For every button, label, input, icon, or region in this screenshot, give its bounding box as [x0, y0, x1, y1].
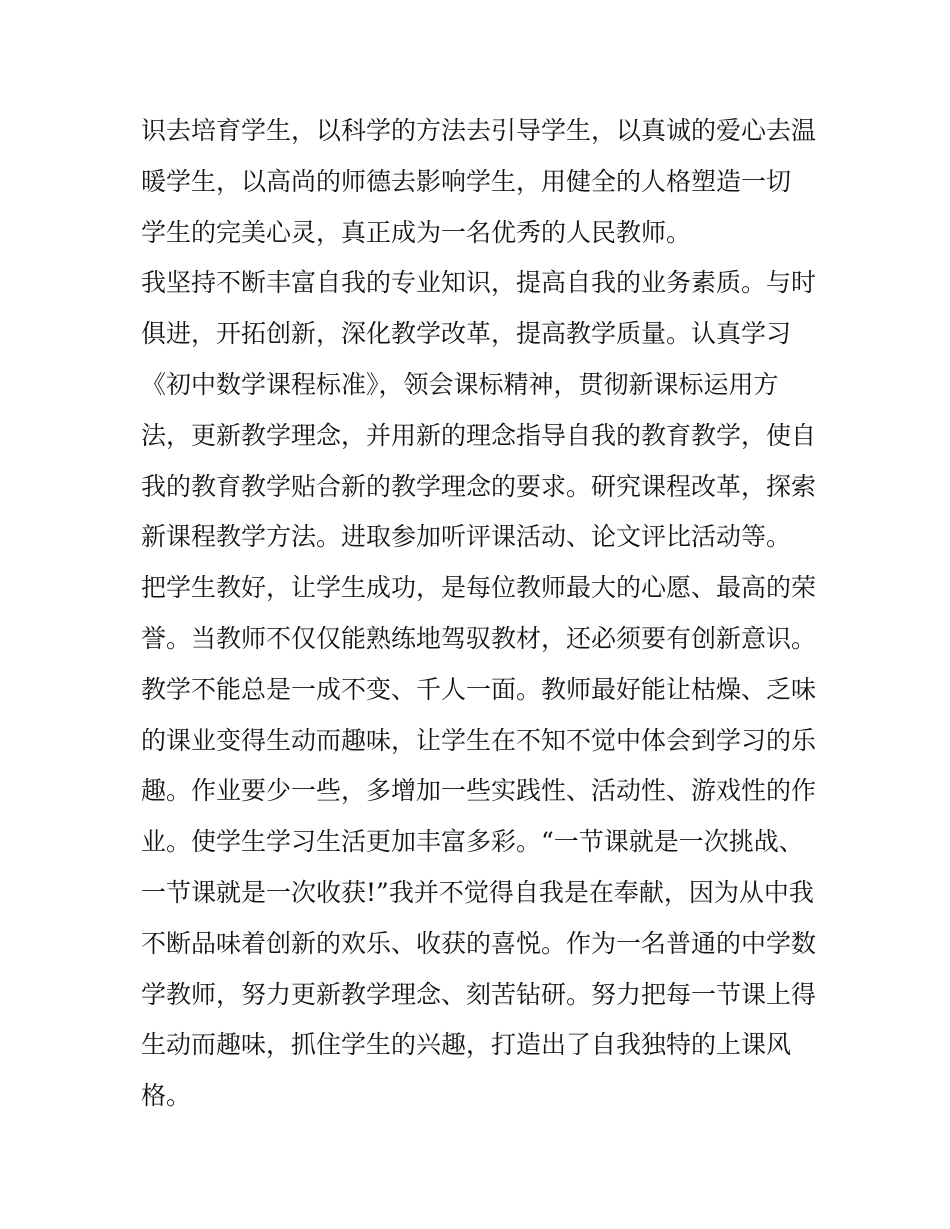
text-line: 俱进，开拓创新，深化教学改革，提高教学质量。认真学习	[141, 319, 792, 349]
text-line: 的课业变得生动而趣味，让学生在不知不觉中体会到学习的乐	[141, 725, 817, 755]
text-line: 业。使学生学习生活更加丰富多彩。“一节课就是一次挑战、	[141, 827, 804, 857]
text-line: 学生的完美心灵，真正成为一名优秀的人民教师。	[141, 217, 692, 247]
body-text	[141, 106, 816, 1122]
text-line: 生动而趣味，抓住学生的兴趣，打造出了自我独特的上课风	[141, 1030, 792, 1060]
text-line: 格。	[141, 1081, 192, 1111]
text-line: 誉。当教师不仅仅能熟练地驾驭教材，还必须要有创新意识。	[141, 623, 817, 653]
text-line: 暖学生，以高尚的师德去影响学生，用健全的人格塑造一切	[141, 166, 792, 196]
text-line: 一节课就是一次收获!”我并不觉得自我是在奉献，因为从中我	[141, 877, 814, 907]
text-line: 学教师，努力更新教学理念、刻苦钻研。努力把每一节课上得	[141, 979, 817, 1009]
text-line: 我的教育教学贴合新的教学理念的要求。研究课程改革，探索	[141, 471, 817, 501]
text-line: 我坚持不断丰富自我的专业知识，提高自我的业务素质。与时	[141, 268, 817, 298]
text-line: 把学生教好，让学生成功，是每位教师最大的心愿、最高的荣	[141, 573, 817, 603]
text-line: 不断品味着创新的欢乐、收获的喜悦。作为一名普通的中学数	[141, 928, 817, 958]
text-line: 识去培育学生，以科学的方法去引导学生，以真诚的爱心去温	[141, 116, 817, 145]
text-line: 法，更新教学理念，并用新的理念指导自我的教育教学，使自	[141, 420, 817, 450]
text-line: 趣。作业要少一些，多增加一些实践性、活动性、游戏性的作	[141, 776, 817, 806]
text-line: 《初中数学课程标准》，领会课标精神，贯彻新课标运用方	[141, 369, 779, 399]
text-line: 新课程教学方法。进取参加听评课活动、论文评比活动等。	[141, 522, 792, 552]
text-line: 教学不能总是一成不变、千人一面。教师最好能让枯燥、乏味	[141, 674, 817, 704]
